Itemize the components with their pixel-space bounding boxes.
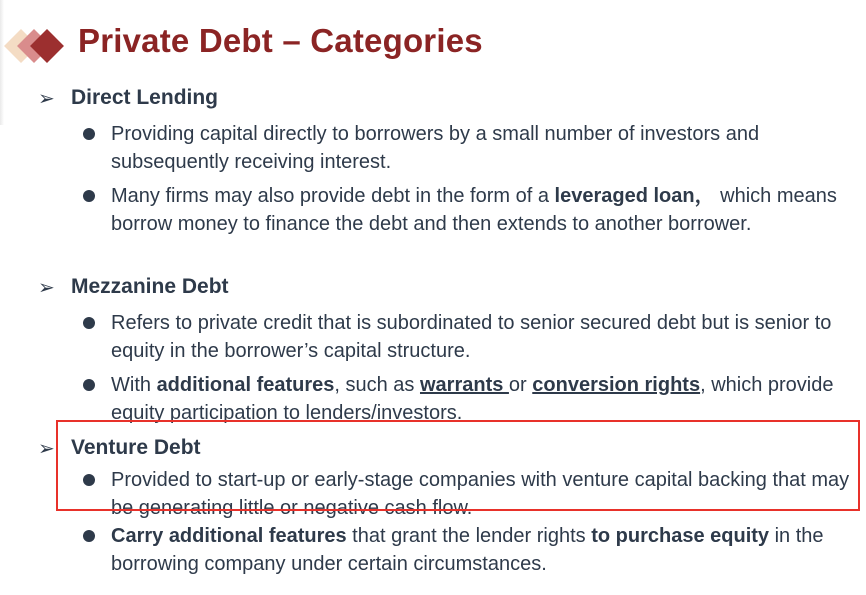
bullet-text: Providing capital directly to borrowers by a small number of investors and subsequently receiving interest.: [111, 123, 760, 173]
section-heading: Direct Lending: [71, 86, 219, 109]
section-heading: Venture Debt: [71, 436, 201, 459]
emphasis-text: to purchase equity: [591, 525, 770, 547]
filled-circle-bullet-icon: [83, 128, 95, 140]
arrowhead-bullet-icon: ➢: [38, 277, 55, 299]
filled-circle-bullet-icon: [83, 530, 95, 542]
filled-circle-bullet-icon: [83, 474, 95, 486]
arrowhead-bullet-icon: ➢: [38, 88, 55, 110]
slide-title: Private Debt – Categories: [78, 22, 483, 59]
diamond-logo-icon: [3, 24, 73, 68]
section-heading: Mezzanine Debt: [71, 275, 229, 298]
bullet-text: With additional features, such as warrants or conversion rights, which provide equity participation to lenders/investors.: [111, 374, 834, 424]
filled-circle-bullet-icon: [83, 190, 95, 202]
underlined-term: conversion rights: [532, 374, 701, 396]
bullet-text: Carry additional features that grant the lender rights to purchase equity in the borrowing company under certain circumstances.: [111, 525, 824, 575]
bullet-text: Many firms may also provide debt in the form of a leveraged loan， which means borrow money to finance the debt and then extends to another borrower.: [111, 185, 837, 235]
bullet-text: Refers to private credit that is subordinated to senior secured debt but is senior to equity in the borrower’s capital structure.: [111, 312, 832, 362]
emphasis-text: additional features: [156, 374, 335, 396]
emphasis-text: leveraged loan，: [554, 185, 715, 207]
underlined-term: warrants: [419, 374, 509, 396]
filled-circle-bullet-icon: [83, 317, 95, 329]
filled-circle-bullet-icon: [83, 379, 95, 391]
bullet-text: Provided to start-up or early-stage companies with venture capital backing that may be generating little or negative cash flow.: [111, 469, 850, 519]
emphasis-text: Carry additional features: [111, 525, 347, 547]
arrowhead-bullet-icon: ➢: [38, 438, 55, 460]
